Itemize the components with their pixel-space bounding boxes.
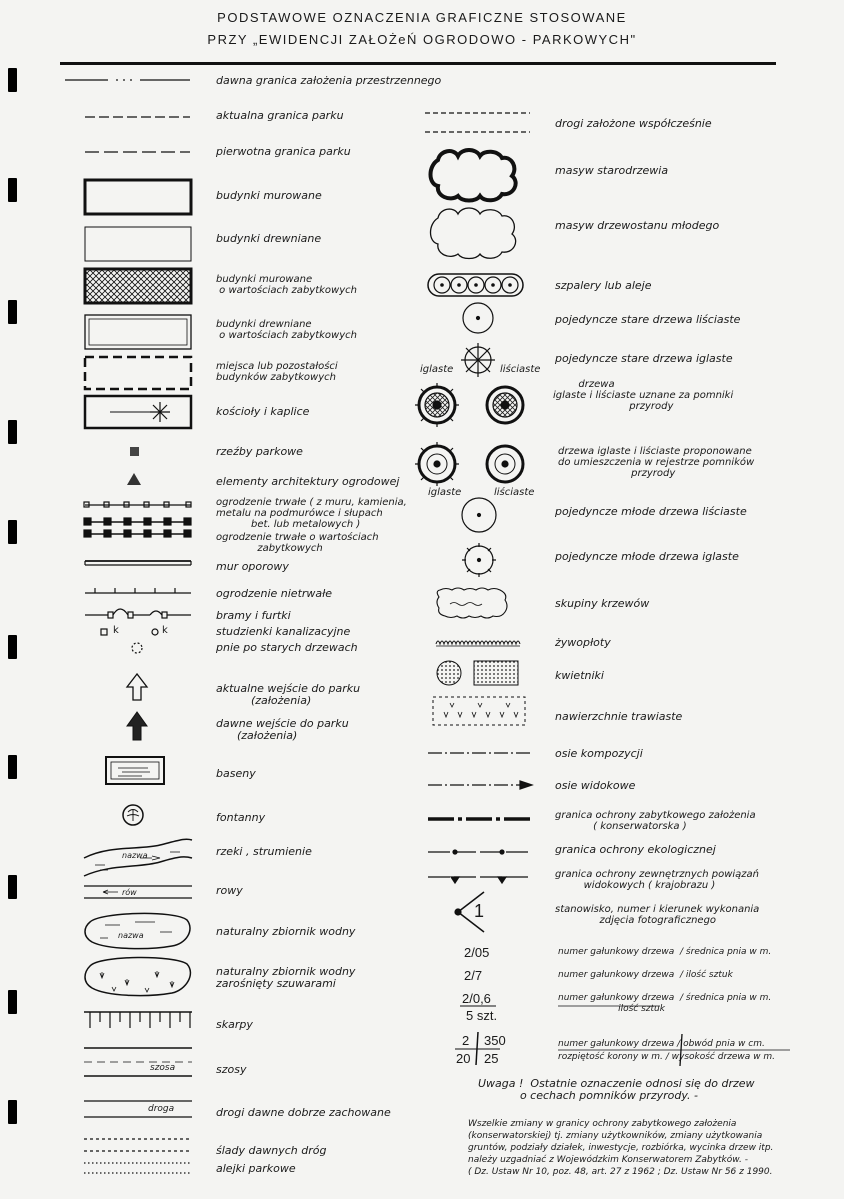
legend-label: masyw drzewostanu młodego [555, 219, 720, 232]
pond-name-label: nazwa [118, 931, 144, 940]
legend-label: baseny [216, 767, 256, 780]
legend-label: pnie po starych drzewach [216, 641, 358, 654]
legend-label: nawierzchnie trawiaste [555, 710, 683, 723]
river-name-label: nazwa [122, 851, 148, 860]
legend-label: aktualne wejście do parku (założenia) [216, 682, 361, 707]
legend-label: pojedyncze stare drzewa liściaste [555, 313, 741, 326]
lawn-symbol [433, 697, 525, 725]
legend-label: stanowisko, numer i kierunek wykonania zdjęcia fotograficznego [555, 904, 760, 926]
tree-alley-symbol [428, 274, 523, 296]
legend-label: drogi dawne dobrze zachowane [216, 1106, 391, 1119]
legend-label: granica ochrony zewnętrznych powiązań widokowych ( krajobrazu ) [555, 869, 760, 891]
photo-number: 1 [474, 901, 485, 921]
legend-label: pojedyncze młode drzewa iglaste [555, 550, 739, 563]
legend-label: alejki parkowe [216, 1162, 296, 1175]
legend-label: naturalny zbiornik wodny [216, 925, 356, 938]
legend-label: dawne wejście do parku (założenia) [216, 717, 349, 742]
legend-label: pojedyncze stare drzewa iglaste [555, 352, 733, 365]
proposed-monument-conifer-symbol [415, 442, 459, 486]
old-conifer-tree-symbol [461, 343, 495, 377]
legend-label: budynki drewniane [216, 232, 322, 245]
tree-code: 2/05 [464, 945, 490, 960]
old-deciduous-tree-symbol [463, 303, 493, 333]
tree-code: 2/7 [464, 968, 483, 983]
legend-label: numer gałunkowy drzewa / średnica pnia w m. [558, 947, 772, 957]
landscape-protection-boundary-symbol [428, 877, 530, 883]
code-line [476, 1032, 478, 1065]
note-uwaga: Uwaga ! Ostatnie oznaczenie odnosi się do drzew o cechach pomników przyrody. - [478, 1077, 755, 1102]
legend-label: drzewa iglaste i liściaste uznane za pomniki przyrody [553, 379, 734, 412]
legend-label: ślady dawnych dróg [216, 1144, 327, 1157]
young-conifer-tree-symbol [462, 543, 496, 577]
legend-label: rowy [216, 884, 243, 897]
legend-label: miejsca lub pozostałości budynków zabytkowych [216, 361, 338, 383]
legend-label: numer gałunkowy drzewa / średnica pnia w m. ilość sztuk [558, 993, 772, 1014]
tree-code: 2/0,6 [462, 991, 491, 1006]
legend-label: skupiny krzewów [555, 597, 650, 610]
legend-label: dawna granica założenia przestrzennego [216, 74, 442, 87]
legend-label: budynki murowane o wartościach zabytkowych [216, 274, 357, 296]
legend-label: numer gałunkowy drzewa / ilość sztuk [558, 970, 733, 980]
young-deciduous-tree-symbol [462, 498, 496, 532]
hedge-symbol [436, 641, 520, 644]
deciduous-label: liściaste [494, 487, 535, 498]
page-title: PODSTAWOWE OZNACZENIA GRAFICZNE STOSOWANE [217, 10, 627, 25]
footer-note: Wszelkie zmiany w granicy ochrony zabytkowego założenia (konserwatorskiej) tj. zmiany użytkowników, zmiany użytkowania gruntów, podziały działek, inwestycje, rozbiórka, wycinka drzew itp. należy uzgadniać z Wojewódzkim Konserwatorem Zabytków. - ( Dz. Ustaw Nr 10, poz. 48, art. 27 z 1962 ; Dz. Ustaw Nr 56 z 1990. [468, 1119, 774, 1177]
legend-label: granica ochrony zabytkowego założenia ( konserwatorska ) [555, 810, 756, 832]
legend-label: rzeki , strumienie [216, 845, 312, 858]
legend-label: drogi założone współcześnie [555, 117, 712, 130]
conifer-label: iglaste [420, 364, 454, 375]
manhole-k-label: k [162, 625, 168, 636]
legend-label: ogrodzenie trwałe ( z muru, kamienia, metalu na podmurówce i słupach bet. lub metalowych ) [216, 497, 407, 530]
page-subtitle: PRZY „EWIDENCJI ZAŁOŻeŃ OGRODOWO - PARKOWYCH" [207, 32, 637, 47]
view-axis-symbol [428, 781, 532, 789]
legend-label: mur oporowy [216, 560, 289, 573]
legend-label: ogrodzenie nietrwałe [216, 587, 333, 600]
natural-monument-conifer-symbol [415, 383, 459, 427]
legend-label: studzienki kanalizacyjne [216, 625, 351, 638]
tree-code: 25 [484, 1051, 499, 1066]
legend-label: numer gałunkowy drzewa / obwód pnia w cm. rozpiętość korony w m. / wysokość drzewa w m. [558, 1039, 775, 1062]
tree-code: 5 szt. [466, 1008, 498, 1023]
legend-label: aktualna granica parku [216, 109, 344, 122]
road-name-label: droga [148, 1104, 175, 1114]
legend-label: żywopłoty [555, 636, 611, 649]
tree-code: 2 [462, 1033, 470, 1048]
highway-name-label: szosa [150, 1063, 176, 1073]
legend-label: bramy i furtki [216, 609, 291, 622]
conifer-label: iglaste [428, 487, 462, 498]
legend-label: pierwotna granica parku [216, 145, 351, 158]
legend-label: fontanny [216, 811, 266, 824]
legend-label: naturalny zbiornik wodny zarośnięty szuwarami [216, 965, 356, 990]
natural-monument-deciduous-symbol [487, 387, 523, 423]
legend-label: masyw starodrzewia [555, 164, 669, 177]
legend-label: pojedyncze młode drzewa liściaste [555, 505, 747, 518]
young-forest-symbol [431, 208, 516, 259]
tree-code: 350 [484, 1033, 506, 1048]
modern-road-symbol [425, 113, 530, 132]
legend-label: budynki drewniane o wartościach zabytkowych [216, 319, 357, 341]
legend-label: osie kompozycji [555, 747, 643, 760]
legend-label: kościoły i kaplice [216, 405, 310, 418]
ecological-protection-boundary-symbol [428, 850, 530, 854]
legend-label: skarpy [216, 1018, 253, 1031]
proposed-monument-deciduous-symbol [487, 446, 523, 482]
manhole-k-label: k [113, 625, 119, 636]
legend-label: budynki murowane [216, 189, 322, 202]
shrub-inner-line [450, 603, 482, 606]
ditch-name-label: rów [122, 888, 137, 897]
legend-label: osie widokowe [555, 779, 636, 792]
tree-code: 20 [456, 1051, 471, 1066]
old-forest-symbol [431, 150, 516, 201]
legend-label: szpalery lub aleje [555, 279, 652, 292]
legend-label: granica ochrony ekologicznej [555, 843, 716, 856]
legend-label: rzeźby parkowe [216, 445, 303, 458]
deciduous-label: liściaste [500, 364, 541, 375]
flowerbed-symbol [437, 661, 518, 685]
legend-label: elementy architektury ogrodowej [216, 475, 400, 488]
legend-label: kwietniki [555, 669, 604, 682]
legend-label: ogrodzenie trwałe o wartościach zabytkowych [216, 532, 379, 554]
legend-label: szosy [216, 1063, 247, 1076]
legend-label: drzewa iglaste i liściaste proponowane do umieszczenia w rejestrze pomników przyrody [558, 446, 755, 479]
